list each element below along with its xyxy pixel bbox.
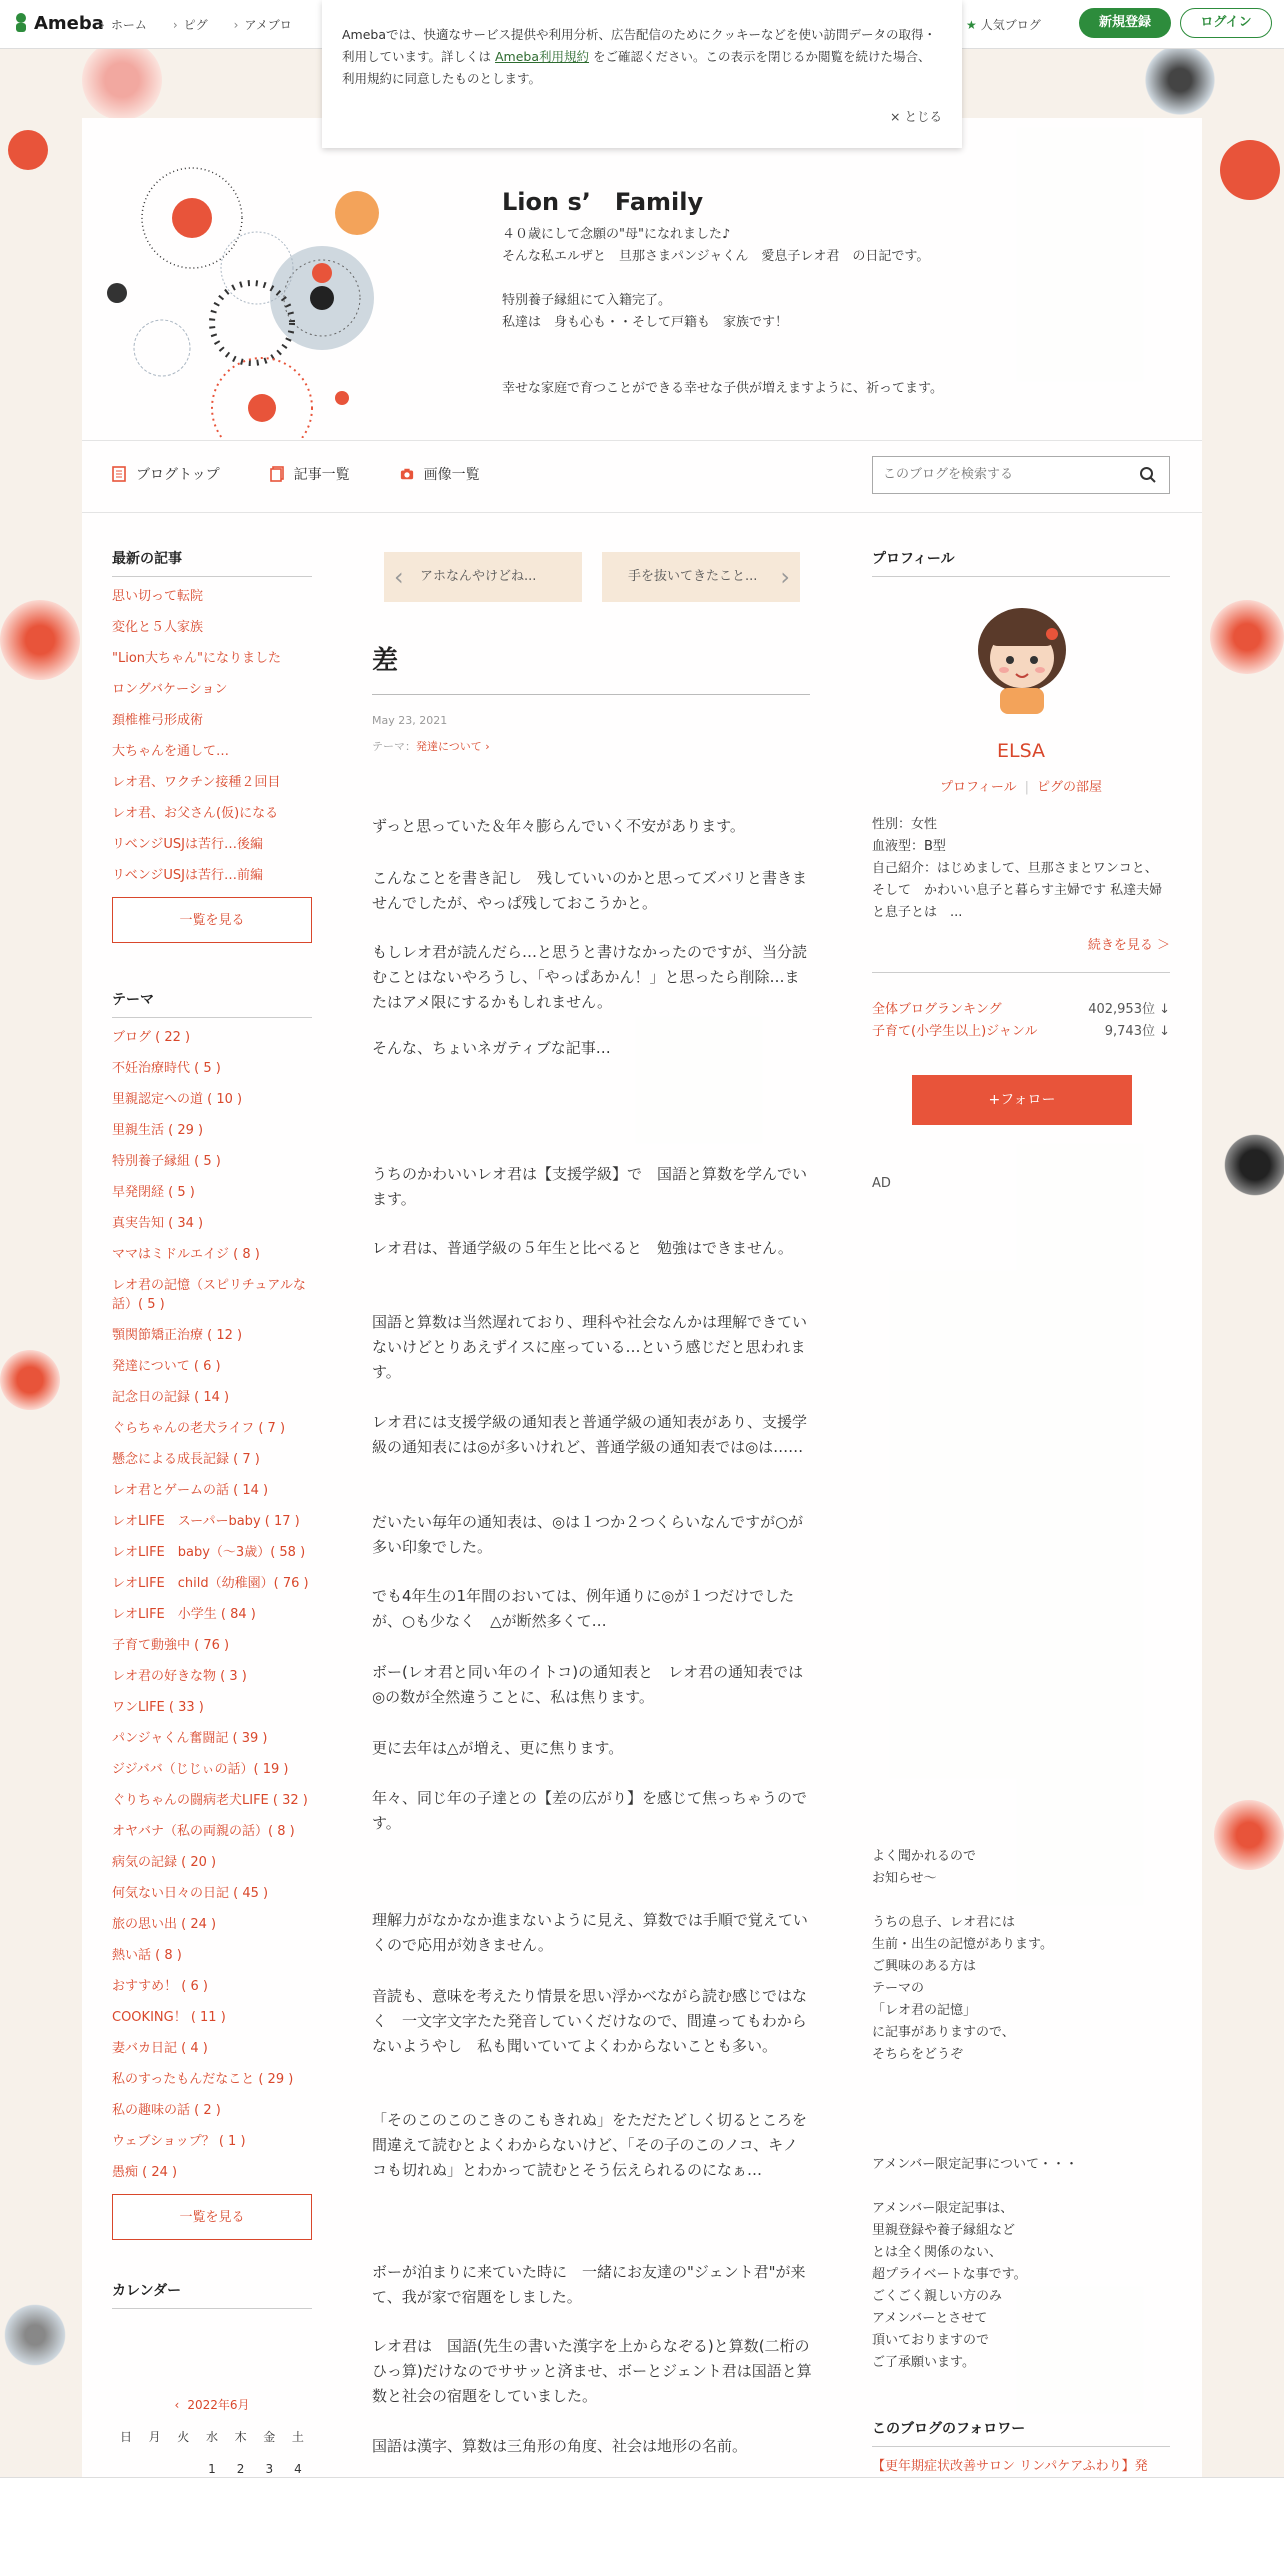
calendar-day: 2: [236, 2462, 245, 2476]
blog-tabs: [112, 464, 480, 484]
theme-link[interactable]: 熱い話 ( 8 ): [112, 1948, 182, 1963]
theme-link[interactable]: 真実告知 ( 34 ): [112, 1216, 204, 1231]
theme-link[interactable]: 何気ない日々の日記 ( 45 ): [112, 1886, 269, 1901]
calendar-month-label: 2022年6月: [187, 2398, 250, 2412]
entry-paragraph: レオ君は 国語(先生の書いた漢字を上からなぞる)と算数(二桁のひっ算)だけなのでササッと済ませ、ボーとジェント君は国語と算数と社会の宿題をしていました。: [372, 2337, 812, 2405]
blog-title[interactable]: Lion s’ Family: [502, 188, 704, 216]
bottom-bar: [0, 2477, 1284, 2569]
ad-label: AD: [872, 1176, 891, 1191]
profile-text: 性別：女性 血液型：B型 自己紹介：はじめまして、旦那さまとワンコと、そして かわいい息子と暮らす主婦です 私達夫婦と息子とは ...: [872, 817, 1163, 920]
theme-link[interactable]: ぐりちゃんの闘病老犬LIFE ( 32 ): [112, 1793, 308, 1808]
theme-link[interactable]: 顎関節矯正治療 ( 12 ): [112, 1328, 243, 1343]
entry-paragraph: 更に去年は△が増え、更に焦ります。: [372, 1739, 624, 1757]
header-art: [82, 118, 442, 438]
theme-link[interactable]: パンジャくん奮闘記 ( 39 ): [112, 1731, 268, 1746]
theme-link[interactable]: レオ君の記憶（スピリチュアルな話）( 5 ): [112, 1278, 306, 1312]
tab-image-list[interactable]: [400, 464, 480, 484]
calendar-weekday: 木: [234, 2430, 247, 2444]
calendar-weekday: 金: [263, 2430, 276, 2444]
recent-entries: [112, 587, 312, 885]
tab-divider: [82, 512, 1202, 513]
theme-link[interactable]: 私のすったもんだなこと ( 29 ): [112, 2072, 294, 2087]
calendar-day: 1: [208, 2462, 216, 2476]
theme-link[interactable]: ママはミドルエイジ ( 8 ): [112, 1247, 260, 1262]
theme-link[interactable]: レオLIFE 小学生 ( 84 ): [112, 1607, 256, 1622]
blog-description: ４０歳にして念願の"母"になれました♪ そんな私エルザと 旦那さまパンジャくん 愛息子レオ君 の日記です。 特別養子縁組にて入籍完了。 私達は 身も心も・・そして戸籍も 家族です！ 幸せな家庭で育つことができる幸せな子供が増えますように、祈ってます。: [502, 227, 943, 396]
chevron-right-icon: ›: [780, 563, 790, 591]
ameba-logo[interactable]: [12, 12, 104, 34]
theme-link[interactable]: 里親生活 ( 29 ): [112, 1123, 204, 1138]
theme-link[interactable]: おすすめ！ ( 6 ): [112, 1979, 208, 1994]
calendar-day: [141, 2462, 169, 2476]
entry-paragraph: レオ君は、普通学級の５年生と比べると 勉強はできません。: [372, 1239, 793, 1257]
theme-link[interactable]: 懸念による成長記録 ( 7 ): [112, 1452, 260, 1467]
tab-label: 記事一覧: [293, 467, 350, 483]
pigg-room-link[interactable]: ピグの部屋: [1037, 780, 1103, 795]
next-entry-link[interactable]: [602, 552, 800, 602]
login-button[interactable]: ログイン: [1180, 8, 1272, 38]
theme-link[interactable]: 里親認定への道 ( 10 ): [112, 1092, 243, 1107]
prev-entry-link[interactable]: [384, 552, 582, 602]
recent-entry-link[interactable]: リベンジUSJは苦行…前編: [112, 868, 264, 883]
calendar-weekdays: [112, 2428, 312, 2445]
calendar-weekday: 日: [119, 2430, 132, 2444]
tab-label: ブログトップ: [136, 467, 220, 483]
recent-entry-link[interactable]: 変化と５人家族: [112, 620, 204, 635]
recent-entry-link[interactable]: レオ君、ワクチン接種２回目: [112, 775, 281, 790]
profile-link[interactable]: プロフィール: [939, 780, 1017, 795]
ranking-label: 子育て(小学生以上)ジャンル: [872, 1024, 1038, 1039]
entry-paragraph: でも4年生の1年間のおいては、例年通りに◎が１つだけでしたが、○も少なく △が断然多くて…: [372, 1587, 795, 1630]
title-underline: [372, 694, 810, 695]
notice-memory: よく聞かれるので お知らせ～ うちの息子、レオ君には 生前・出生の記憶があります。 ご興味のある方は テーマの 「レオ君の記憶」 に記事がありますので、 そちらをどうぞ: [872, 1849, 1053, 2062]
theme-link[interactable]: 記念日の記録 ( 14 ): [112, 1390, 230, 1405]
register-button[interactable]: 新規登録: [1079, 8, 1171, 38]
theme-link[interactable]: 不妊治療時代 ( 5 ): [112, 1061, 221, 1076]
theme-link[interactable]: ブログ ( 22 ): [112, 1030, 191, 1045]
nav-ameblo[interactable]: › アメブロ: [234, 16, 292, 33]
chevron-right-icon: ›: [481, 740, 490, 753]
theme-heading: テーマ: [112, 989, 312, 1018]
notice-amember: アメンバー限定記事について・・・ アメンバー限定記事は、 里親登録や養子縁組など とは全く関係のない、 超プライベートな事です。 ごくごく親しい方のみ アメンバーとさせて 頂いておりますので ご了承願います。: [872, 2157, 1079, 2370]
entry-paragraph: ボー(レオ君と同い年のイトコ)の通知表と レオ君の通知表では◎の数が全然違うことに、私は焦ります。: [372, 1663, 804, 1706]
theme-link[interactable]: レオ君の好きな物 ( 3 ): [112, 1669, 247, 1684]
theme-link[interactable]: 発達について: [416, 740, 482, 753]
star-icon: ★: [966, 18, 977, 32]
theme-more-button[interactable]: 一覧を見る: [112, 2194, 312, 2240]
theme-link[interactable]: ウェブショップ？ ( 1 ): [112, 2134, 246, 2149]
entry-paragraph: だいたい毎年の通知表は、◎は１つか２つくらいなんですが○が多い印象でした。: [372, 1513, 804, 1556]
theme-link[interactable]: ジジババ（じじぃの話）( 19 ): [112, 1762, 289, 1777]
calendar-day: 3: [265, 2462, 274, 2476]
entry-theme: [372, 738, 490, 754]
theme-link[interactable]: 子育て動強中 ( 76 ): [112, 1638, 230, 1653]
terms-link[interactable]: Ameba利用規約: [495, 49, 590, 64]
theme-link[interactable]: 早発閉経 ( 5 ): [112, 1185, 195, 1200]
calendar-weekday: 月: [148, 2430, 161, 2444]
entry-paragraph: ボーが泊まりに来ていた時に 一緒にお友達の"ジェント君"が来て、我が家で宿題をしました。: [372, 2263, 806, 2306]
tab-label: 画像一覧: [423, 467, 480, 483]
cookie-text-after: をご確認ください。この表示を閉じるか閲覧を続けた場合、利用規約に同意したものとします。: [342, 49, 931, 86]
profile-name[interactable]: ELSA: [996, 740, 1045, 762]
entry-title: 差: [372, 646, 399, 676]
theme-link[interactable]: COOKING！ ( 11 ): [112, 2010, 226, 2025]
calendar-weekday: 土: [291, 2430, 304, 2444]
cookie-banner: [322, 0, 962, 148]
header-divider: [82, 440, 1202, 441]
theme-link[interactable]: レオLIFE スーパーbaby ( 17 ): [112, 1514, 300, 1529]
entry-paragraph: 年々、同じ年の子達との【差の広がり】を感じて焦っちゃうのです。: [372, 1789, 808, 1832]
document-icon: [112, 466, 126, 482]
nav-home[interactable]: › ホーム: [100, 16, 147, 33]
recent-heading: 最新の記事: [112, 548, 312, 577]
theme-label: テーマ：: [372, 740, 416, 753]
profile-heading: プロフィール: [872, 548, 1170, 577]
recent-entry-link[interactable]: 頚椎椎弓形成術: [112, 713, 204, 728]
theme-link[interactable]: レオ君とゲームの話 ( 14 ): [112, 1483, 269, 1498]
entry-paragraph: そんな、ちょいネガティブな記事…: [372, 1039, 611, 1057]
profile-heading-wrap: [872, 548, 1170, 587]
theme-link[interactable]: 妻バカ日記 ( 4 ): [112, 2041, 208, 2056]
entry-paragraph: 理解力がなかなか進まないように見え、算数では手順で覚えていくので応用が効きません。: [372, 1911, 808, 1954]
prev-entry-title: アホなんやけどね...: [420, 569, 537, 584]
follower-link[interactable]: 【更年期症状改善サロン リンパケアふわり】発: [872, 2459, 1148, 2474]
calendar-day: 4: [294, 2462, 302, 2476]
theme-link[interactable]: 愚痴 ( 24 ): [112, 2165, 178, 2180]
left-sidebar: [112, 548, 312, 2319]
recent-more-button[interactable]: 一覧を見る: [112, 897, 312, 943]
search-icon[interactable]: [1139, 466, 1157, 484]
ranking-value: 402,953位 ↓: [1088, 1002, 1170, 1017]
chevron-left-icon[interactable]: ‹: [174, 2398, 180, 2412]
follow-button[interactable]: +フォロー: [912, 1075, 1132, 1125]
recent-entry-link[interactable]: ロングバケーション: [112, 682, 228, 697]
recent-entry-link[interactable]: リベンジUSJは苦行…後編: [112, 837, 264, 852]
cookie-close-button[interactable]: × とじる: [890, 109, 942, 124]
theme-link[interactable]: 病気の記録 ( 20 ): [112, 1855, 217, 1870]
entry-paragraph: 国語と算数は当然遅れており、理科や社会なんかは理解できていないけどとりあえずイスに座っている…という感じだと思われます。: [372, 1313, 808, 1381]
entry-date: May 23, 2021: [372, 714, 448, 727]
ameba-logo-icon: [12, 12, 30, 34]
calendar-day: [169, 2462, 197, 2476]
entry-paragraph: もしレオ君が読んだら…と思うと書けなかったのですが、当分読むことはないやろうし、「やっぱあかん！」と思ったら削除…またはアメ限にするかもしれません。: [372, 943, 808, 1011]
avatar[interactable]: [970, 600, 1074, 718]
theme-link[interactable]: ワンLIFE ( 33 ): [112, 1700, 204, 1715]
calendar-heading: カレンダー: [112, 2280, 312, 2309]
genre-ranking[interactable]: [872, 1020, 1170, 1039]
entry-paragraph: 音読も、意味を考えたり情景を思い浮かべながら読む感じではなく 一文字文字たた発音していくだけなので、間違ってもわからないようやし 私も聞いていてよくわからないことも多い。: [372, 1987, 808, 2055]
continue-link[interactable]: 続きを見る ＞: [1087, 938, 1170, 953]
recent-entry-link[interactable]: "Lion大ちゃん"になりました: [112, 651, 282, 666]
recent-entry-link[interactable]: レオ君、お父さん(仮)になる: [112, 806, 279, 821]
calendar-weekday: 水: [205, 2430, 218, 2444]
camera-icon: [400, 466, 414, 482]
logo-text: Ameba: [34, 12, 104, 34]
entry-paragraph: 国語は漢字、算数は三角形の角度、社会は地形の名前。: [372, 2437, 748, 2455]
theme-link[interactable]: レオLIFE child（幼稚園）( 76 ): [112, 1576, 309, 1591]
popular-label: 人気ブログ: [980, 18, 1041, 32]
theme-link[interactable]: レオLIFE baby（～3歳）( 58 ): [112, 1545, 306, 1560]
nav-pigg[interactable]: › ピグ: [173, 16, 208, 33]
calendar-weekday: 火: [177, 2430, 190, 2444]
followers-heading: このブログのフォロワー: [872, 2418, 1170, 2447]
cookie-text-before: Amebaでは、快適なサービス提供や利用分析、広告配信のためにクッキーなどを使い訪問データの取得・利用しています。詳しくは: [342, 27, 937, 64]
popular-blogs-link[interactable]: [966, 16, 1041, 33]
recent-entry-link[interactable]: 思い切って転院: [112, 589, 204, 604]
global-nav: [100, 16, 292, 33]
entry-paragraph: こんなことを書き記し 残していいのかと思ってズバリと書きませんでしたが、やっぱ残しておこうかと。: [372, 869, 808, 912]
chevron-left-icon: ‹: [394, 563, 404, 591]
theme-link[interactable]: ぐらちゃんの老犬ライフ ( 7 ): [112, 1421, 286, 1436]
overall-ranking[interactable]: [872, 998, 1170, 1017]
theme-list: [112, 1028, 312, 2182]
list-icon: [270, 466, 284, 482]
entry-paragraph: 「そのこのこのこきのこもきれぬ」をただたどしく切るところを間違えて読むとよくわからないけど、「その子のこのノコ、キノコも切れぬ」とわかって読むとそう伝えられるのになぁ…: [372, 2111, 808, 2179]
recent-entry-link[interactable]: 大ちゃんを通して…: [112, 744, 230, 759]
profile-links: [872, 776, 1170, 795]
calendar-week: [112, 2462, 312, 2476]
separator: |: [1024, 780, 1030, 795]
ranking-value: 9,743位 ↓: [1104, 1024, 1170, 1039]
rank-divider: [872, 972, 1170, 973]
tab-blog-top[interactable]: [112, 464, 220, 484]
calendar-day: [112, 2462, 140, 2476]
theme-link[interactable]: 旅の思い出 ( 24 ): [112, 1917, 217, 1932]
entry-paragraph: うちのかわいいレオ君は【支援学級】で 国語と算数を学んでいます。: [372, 1165, 808, 1208]
theme-link[interactable]: 発達について ( 6 ): [112, 1359, 221, 1374]
next-entry-title: 手を抜いてきたこと...: [628, 569, 758, 584]
blog-search: [872, 456, 1170, 494]
header-image: [82, 118, 442, 438]
entry-paragraph: ずっと思っていた＆年々膨らんでいく不安があります。: [372, 817, 745, 835]
theme-link[interactable]: 私の趣味の話 ( 2 ): [112, 2103, 221, 2118]
tab-entry-list[interactable]: [270, 464, 350, 484]
theme-link[interactable]: 特別養子縁組 ( 5 ): [112, 1154, 221, 1169]
theme-link[interactable]: オヤバナ（私の両親の話）( 8 ): [112, 1824, 295, 1839]
search-input[interactable]: [881, 466, 1125, 483]
ranking-label: 全体ブログランキング: [872, 1002, 1002, 1017]
calendar-month: [112, 2396, 312, 2413]
entry-paragraph: レオ君には支援学級の通知表と普通学級の通知表があり、支援学級の通知表には◎が多いけれど、普通学級の通知表では◎は……: [372, 1413, 808, 1456]
